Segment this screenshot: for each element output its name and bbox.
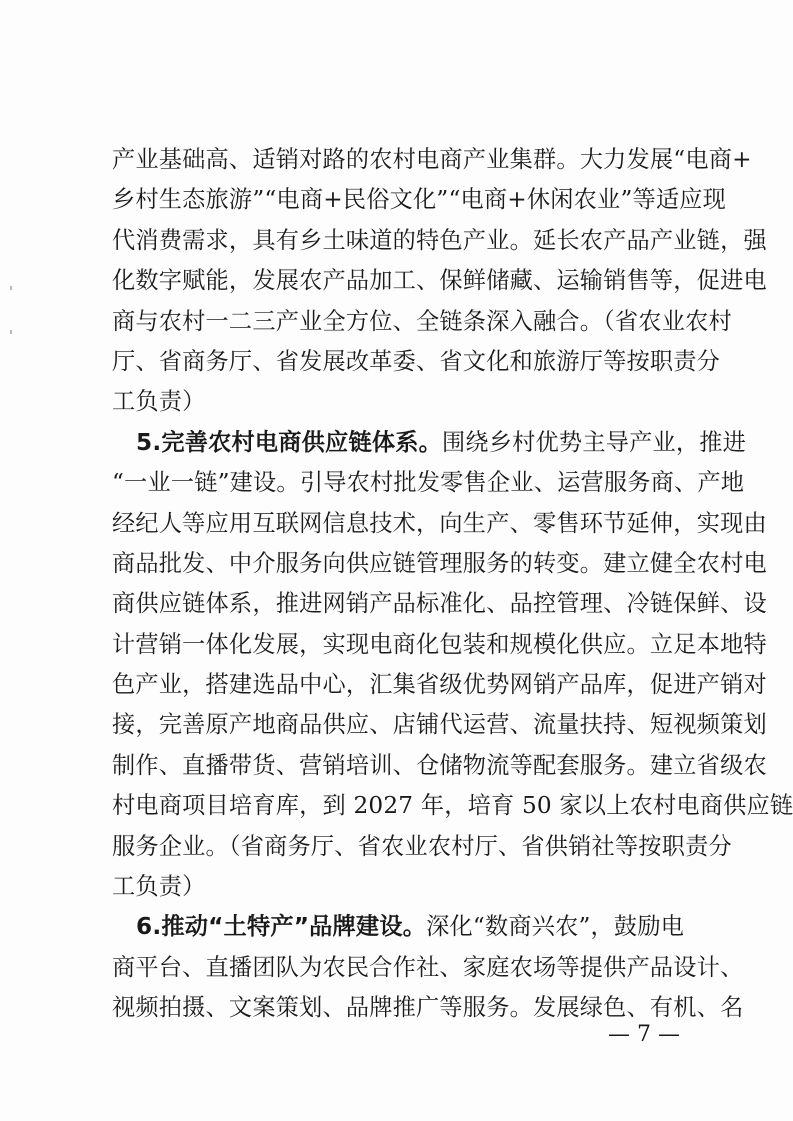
body-text bbox=[112, 140, 793, 1029]
text-line: 商与农村一二三产业全方位、全链条深入融合。（省农业农村 bbox=[112, 307, 732, 335]
text-line: 色产业，搭建选品中心，汇集省级优势网销产品库，促进产销对 bbox=[112, 671, 767, 699]
text-line: 接，完善原产地商品供应、店铺代运营、流量扶持、短视频策划 bbox=[112, 711, 767, 739]
page-number: — 7 — bbox=[608, 1022, 680, 1047]
text-line: 化数字赋能，发展农产品加工、保鲜储藏、运输销售等，促进电 bbox=[112, 267, 767, 295]
text-line: 村电商项目培育库，到 2027 年，培育 50 家以上农村电商供应链 bbox=[112, 792, 793, 820]
section-5-heading: 5.完善农村电商供应链体系。 bbox=[136, 428, 442, 456]
section-5-first-line bbox=[112, 423, 747, 463]
text-line: 工负责） bbox=[112, 873, 206, 901]
text-line: 商品批发、中介服务向供应链管理服务的转变。建立健全农村电 bbox=[112, 549, 767, 577]
text-line: “一业一链”建设。引导农村批发零售企业、运营服务商、产地 bbox=[112, 469, 745, 497]
text-line: 产业基础高、适销对路的农村电商产业集群。大力发展“电商+ bbox=[112, 146, 752, 173]
margin-mark bbox=[10, 330, 12, 334]
text-line: 服务企业。（省商务厅、省农业农村厅、省供销社等按职责分 bbox=[112, 832, 732, 860]
section-6-heading: 6.推动“土特产”品牌建设。 bbox=[136, 913, 427, 941]
text-line: 制作、直播带货、营销培训、仓储物流等配套服务。建立省级农 bbox=[112, 751, 767, 779]
section-6-first-text: 深化“数商兴农”，鼓励电 bbox=[426, 913, 685, 941]
section-5-first-text: 围绕乡村优势主导产业，推进 bbox=[442, 428, 747, 456]
text-line: 厅、省商务厅、省发展改革委、省文化和旅游厅等按职责分 bbox=[112, 347, 721, 375]
text-line: 计营销一体化发展，实现电商化包装和规模化供应。立足本地特 bbox=[112, 630, 767, 658]
text-line: 商供应链体系，推进网销产品标准化、品控管理、冷链保鲜、设 bbox=[112, 590, 767, 618]
margin-mark bbox=[10, 286, 12, 290]
section-6-first-line bbox=[112, 907, 698, 947]
text-line: 经纪人等应用互联网信息技术，向生产、零售环节延伸，实现由 bbox=[112, 509, 767, 537]
text-line: 乡村生态旅游”“电商+民俗文化”“电商+休闲农业”等适应现 bbox=[112, 186, 727, 214]
text-line: 代消费需求，具有乡土味道的特色产业。延长农产品产业链，强 bbox=[112, 226, 767, 254]
text-line: 视频拍摄、文案策划、品牌推广等服务。发展绿色、有机、名 bbox=[112, 994, 744, 1022]
text-line: 商平台、直播团队为农民合作社、家庭农场等提供产品设计、 bbox=[112, 953, 744, 981]
text-line: 工负责） bbox=[112, 388, 206, 416]
